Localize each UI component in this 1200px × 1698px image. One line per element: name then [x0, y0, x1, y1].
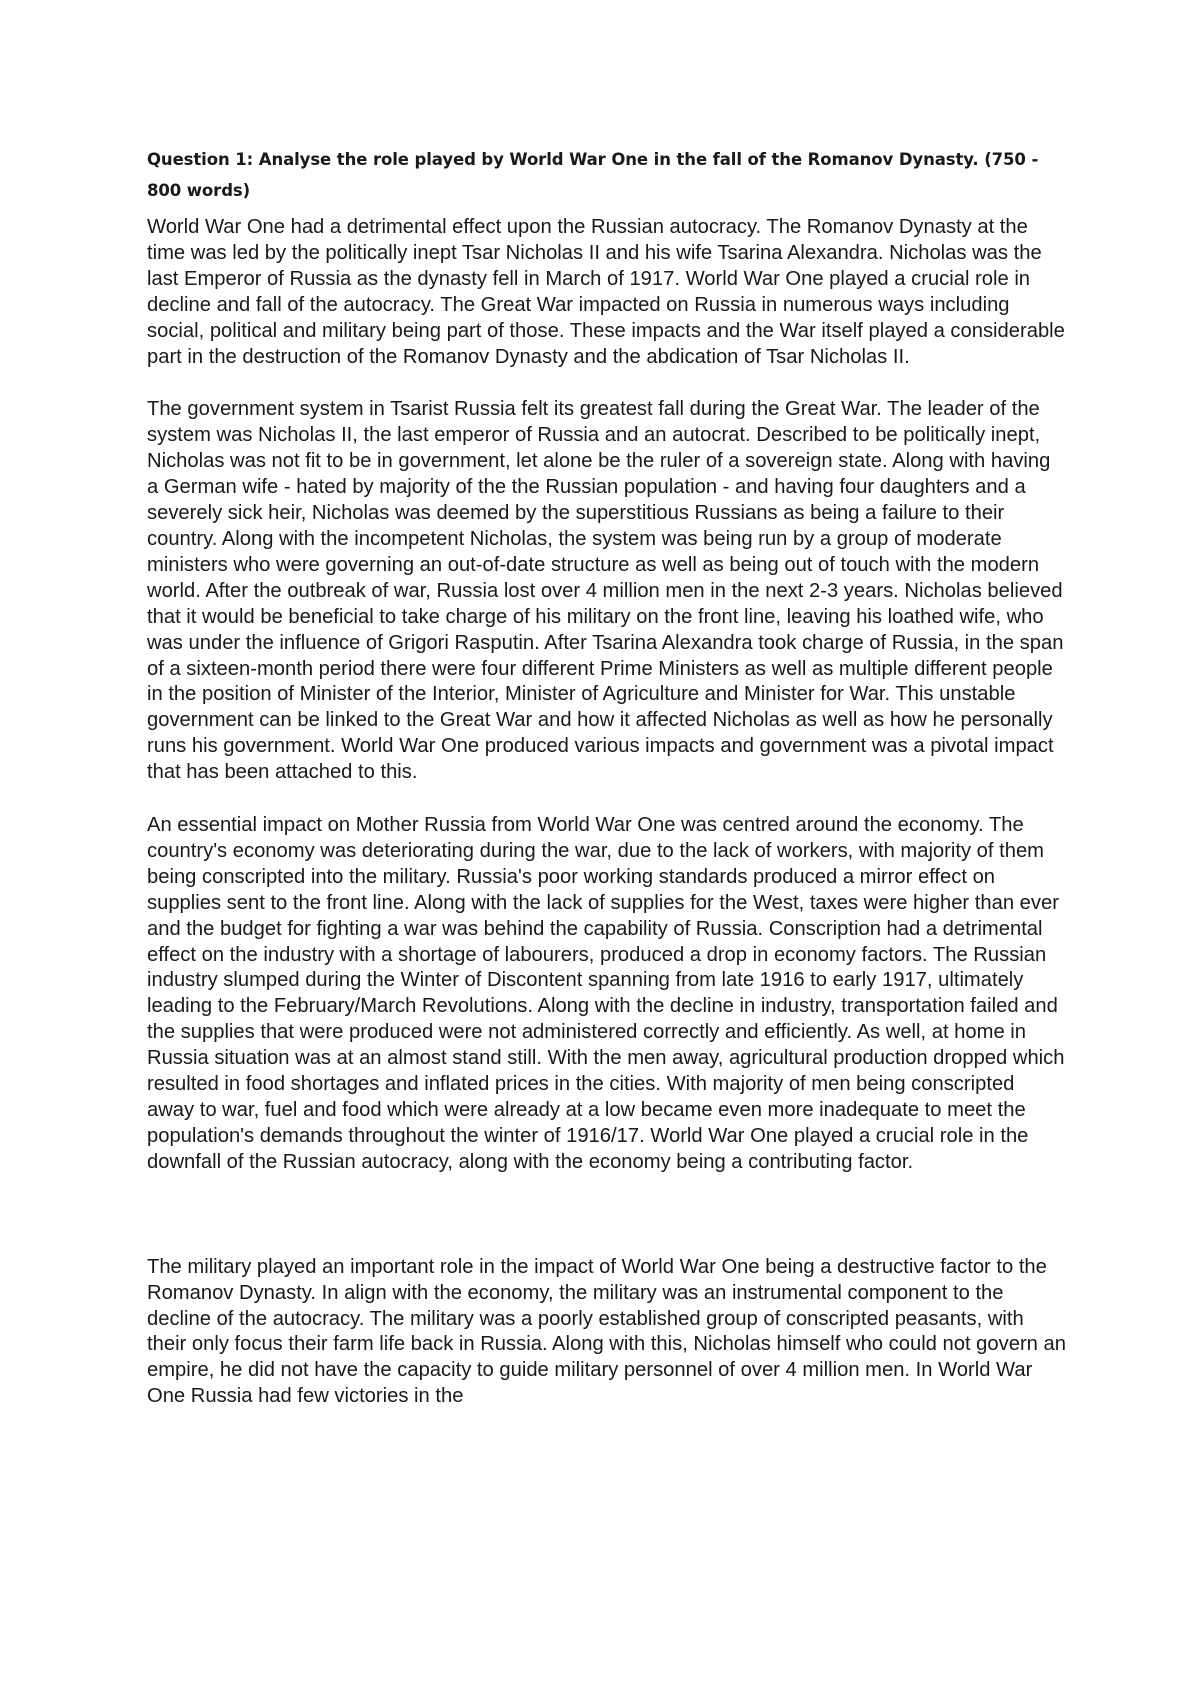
- paragraph-government: The government system in Tsarist Russia felt its greatest fall during the Great War. The leader of the system was Nicholas II, the last emperor of Russia and an autocrat. Described to be politically inept, Nicholas was not fit to be in government, let alone be the ruler of a sovereign state. Along with having a German wife - hated by majority of the the Russian population - and having four daughters and a severely sick heir, Nicholas was deemed by the superstitious Russians as being a failure to their country. Along with the incompetent Nicholas, the system was being run by a group of moderate ministers who were governing an out-of-date structure as well as being out of touch with the modern world. After the outbreak of war, Russia lost over 4 million men in the next 2-3 years. Nicholas believed that it would be beneficial to take charge of his military on the front line, leaving his loathed wife, who was under the influence of Grigori Rasputin. After Tsarina Alexandra took charge of Russia, in the span of a sixteen-month period there were four different Prime Ministers as well as multiple different people in the position of Minister of the Interior, Minister of Agriculture and Minister for War. This unstable government can be linked to the Great War and how it affected Nicholas as well as how he personally runs his government. World War One produced various impacts and government was a pivotal impact that has been attached to this.: [147, 398, 1064, 784]
- paragraph-economy: An essential impact on Mother Russia from World War One was centred around the economy. The country's economy was deteriorating during the war, due to the lack of workers, with majority of them being conscripted into the military. Russia's poor working standards produced a mirror effect on supplies sent to the front line. Along with the lack of supplies for the West, taxes were higher than ever and the budget for fighting a war was behind the capability of Russia. Conscription had a detrimental effect on the industry with a shortage of labourers, produced a drop in economy factors. The Russian industry slumped during the Winter of Discontent spanning from late 1916 to early 1917, ultimately leading to the February/March Revolutions. Along with the decline in industry, transportation failed and the supplies that were produced were not administered correctly and efficiently. As well, at home in Russia situation was at an almost stand still. With the men away, agricultural production dropped which resulted in food shortages and inflated prices in the cities. With majority of men being conscripted away to war, fuel and food which were already at a low became even more inadequate to meet the population's demands throughout the winter of 1916/17. World War One played a crucial role in the downfall of the Russian autocracy, along with the economy being a contributing factor.: [147, 814, 1065, 1173]
- question-heading: Question 1: Analyse the role played by World War One in the fall of the Romanov Dynasty. (750 - 800 words): [147, 150, 1039, 200]
- document-body: [147, 144, 1067, 1437]
- paragraph-military: The military played an important role in the impact of World War One being a destructive factor to the Romanov Dynasty. In align with the economy, the military was an instrumental component to the decline of the autocracy. The military was a poorly established group of conscripted peasants, with their only focus their farm life back in Russia. Along with this, Nicholas himself who could not govern an empire, he did not have the capacity to guide military personnel of over 4 million men. In World War One Russia had few victories in the: [147, 1255, 1066, 1408]
- paragraph-introduction: World War One had a detrimental effect upon the Russian autocracy. The Romanov Dynasty at the time was led by the politically inept Tsar Nicholas II and his wife Tsarina Alexandra. Nicholas was the last Emperor of Russia as the dynasty fell in March of 1917. World War One played a crucial role in decline and fall of the autocracy. The Great War impacted on Russia in numerous ways including social, political and military being part of those. These impacts and the War itself played a considerable part in the destruction of the Romanov Dynasty and the abdication of Tsar Nicholas II.: [147, 216, 1065, 368]
